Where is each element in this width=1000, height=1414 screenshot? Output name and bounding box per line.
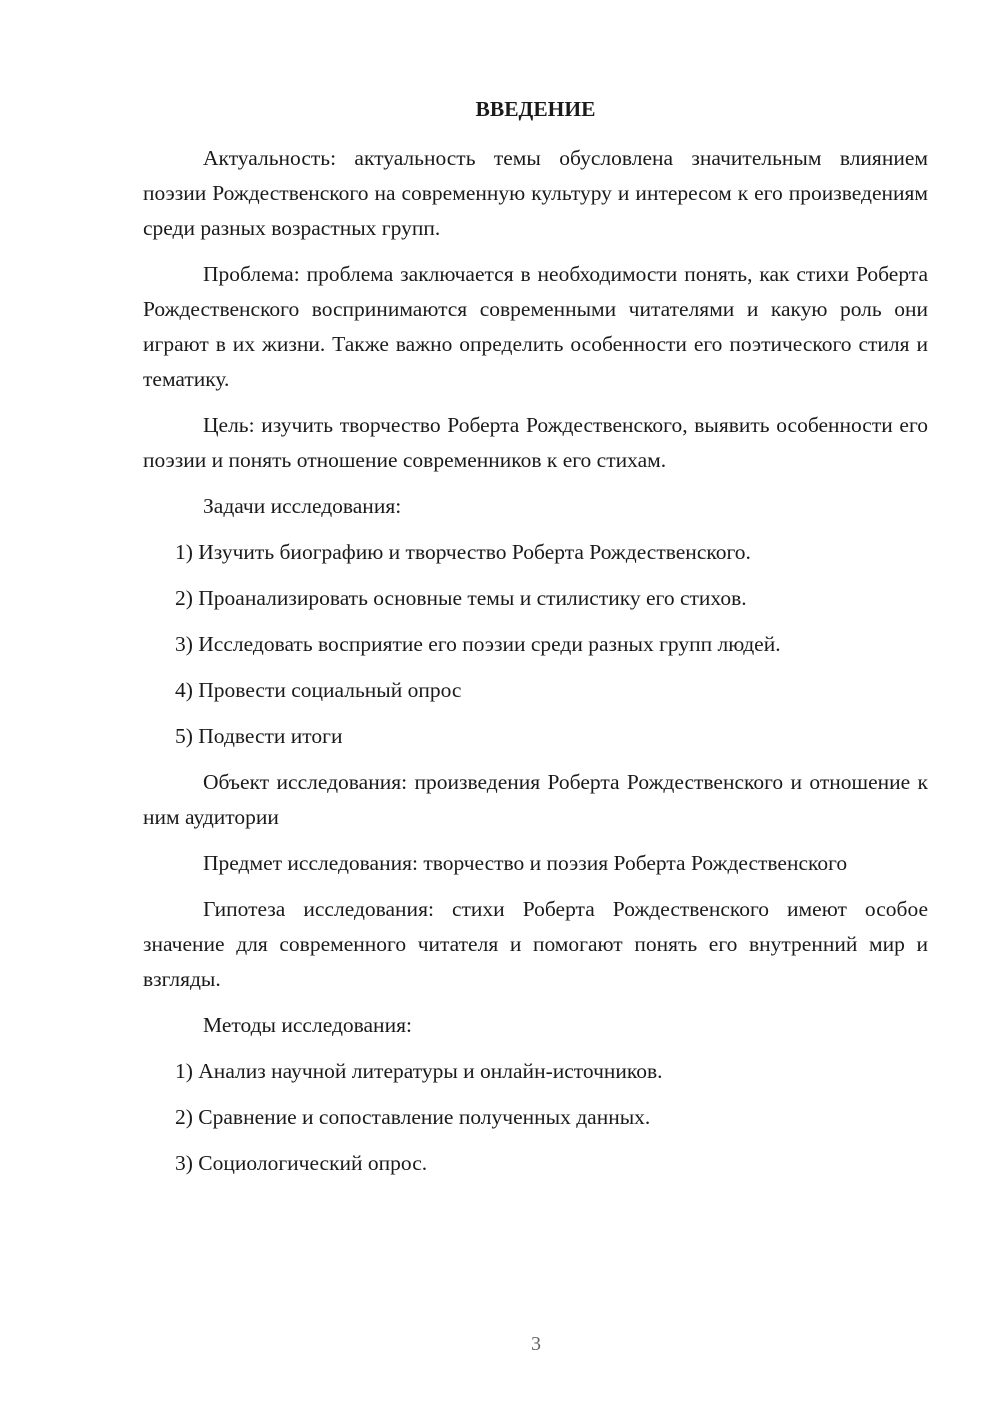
page-number: 3	[531, 1333, 541, 1355]
method-item: 2) Сравнение и сопоставление полученных данных.	[175, 1105, 651, 1129]
task-item: 4) Провести социальный опрос	[175, 678, 462, 702]
page-title: ВВЕДЕНИЕ	[475, 97, 596, 121]
object-paragraph: Объект исследования: произведения Роберта Рождественского и отношение к ним аудитории	[143, 770, 928, 829]
problem-paragraph: Проблема: проблема заключается в необходимости понять, как стихи Роберта Рождественского воспринимаются современными читателями и какую роль они играют в их жизни. Также важно определить особенности его поэтического стиля и тематику.	[143, 262, 928, 391]
method-item: 3) Социологический опрос.	[175, 1151, 428, 1175]
hypothesis-paragraph: Гипотеза исследования: стихи Роберта Рождественского имеют особое значение для современного читателя и помогают понять его внутренний мир и взгляды.	[143, 897, 928, 991]
task-item: 1) Изучить биографию и творчество Роберта Рождественского.	[175, 540, 751, 564]
task-item: 2) Проанализировать основные темы и стилистику его стихов.	[175, 586, 747, 610]
document-page	[143, 92, 928, 1192]
goal-paragraph: Цель: изучить творчество Роберта Рождественского, выявить особенности его поэзии и понять отношение современников к его стихам.	[143, 413, 928, 472]
methods-heading: Методы исследования:	[203, 1013, 412, 1037]
tasks-list	[143, 535, 928, 754]
method-item: 1) Анализ научной литературы и онлайн-источников.	[175, 1059, 663, 1083]
task-item: 5) Подвести итоги	[175, 724, 343, 748]
subject-paragraph: Предмет исследования: творчество и поэзия Роберта Рождественского	[203, 851, 848, 875]
methods-list	[143, 1054, 928, 1181]
task-item: 3) Исследовать восприятие его поэзии среди разных групп людей.	[175, 632, 781, 656]
tasks-heading: Задачи исследования:	[203, 494, 402, 518]
relevance-paragraph: Актуальность: актуальность темы обусловлена значительным влиянием поэзии Рождественского на современную культуру и интересом к его произведениям среди разных возрастных групп.	[143, 146, 928, 240]
